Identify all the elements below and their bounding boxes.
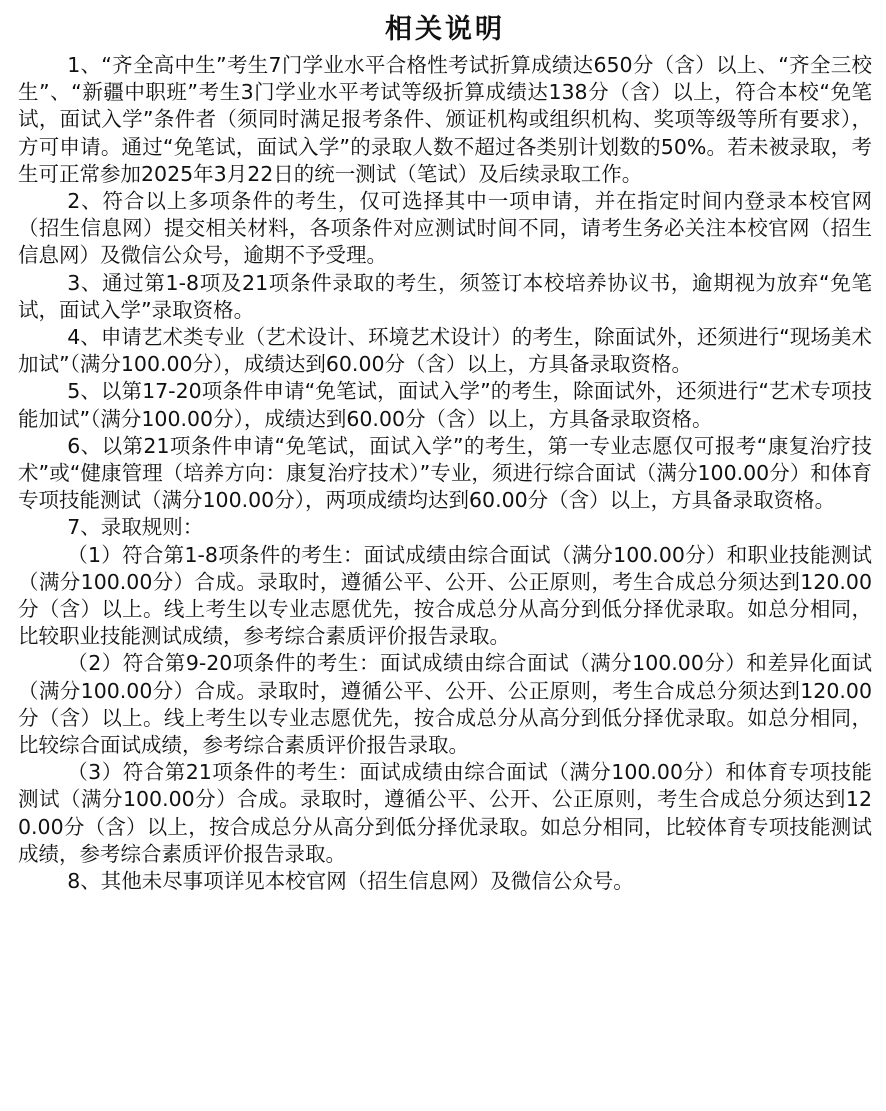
- paragraph-7-rule-1: （1）符合第1-8项条件的考生：面试成绩由综合面试（满分100.00分）和职业技能测试（满分100.00分）合成。录取时，遵循公平、公开、公正原则，考生合成总分须达到120.00分（含）以上。线上考生以专业志愿优先，按合成总分从高分到低分择优录取。如总分相同，比较职业技能测试成绩，参考综合素质评价报告录取。: [18, 542, 872, 649]
- document: [18, 8, 872, 895]
- document-title: 相关说明: [385, 14, 505, 45]
- paragraph-3: 3、通过第1-8项及21项条件录取的考生，须签订本校培养协议书，逾期视为放弃“免笔试，面试入学”录取资格。: [18, 270, 872, 322]
- paragraph-6: 6、以第21项条件申请“免笔试，面试入学”的考生，第一专业志愿仅可报考“康复治疗技术”或“健康管理（培养方向：康复治疗技术）”专业，须进行综合面试（满分100.00分）和体育专项技能测试（满分100.00分），两项成绩均达到60.00分（含）以上，方具备录取资格。: [18, 433, 872, 513]
- paragraph-2: 2、符合以上多项条件的考生，仅可选择其中一项申请，并在指定时间内登录本校官网（招生信息网）提交相关材料，各项条件对应测试时间不同，请考生务必关注本校官网（招生信息网）及微信公众号，逾期不予受理。: [18, 189, 872, 268]
- paragraph-1: 1、“齐全高中生”考生7门学业水平合格性考试折算成绩达650分（含）以上、“齐全三校生”、“新疆中职班”考生3门学业水平考试等级折算成绩达138分（含）以上，符合本校“免笔试，面试入学”条件者（须同时满足报考条件、颁证机构或组织机构、奖项等级等所有要求），方可申请。通过“免笔试，面试入学”的录取人数不超过各类别计划数的50%。若未被录取，考生可正常参加2025年3月22日的统一测试（笔试）及后续录取工作。: [18, 53, 872, 186]
- paragraph-7-heading: 7、录取规则：: [67, 515, 204, 540]
- paragraph-7-rule-3: （3）符合第21项条件的考生：面试成绩由综合面试（满分100.00分）和体育专项技能测试（满分100.00分）合成。录取时，遵循公平、公开、公正原则，考生合成总分须达到120.00分（含）以上，按合成总分从高分到低分择优录取。如总分相同，比较体育专项技能测试成绩，参考综合素质评价报告录取。: [18, 760, 872, 866]
- paragraph-4: 4、申请艺术类专业（艺术设计、环境艺术设计）的考生，除面试外，还须进行“现场美术加试”（满分100.00分），成绩达到60.00分（含）以上，方具备录取资格。: [18, 325, 872, 377]
- paragraph-7-rule-2: （2）符合第9-20项条件的考生：面试成绩由综合面试（满分100.00分）和差异化面试（满分100.00分）合成。录取时，遵循公平、公开、公正原则，考生合成总分须达到120.00分（含）以上。线上考生以专业志愿优先，按合成总分从高分到低分择优录取。如总分相同，比较综合面试成绩，参考综合素质评价报告录取。: [18, 651, 872, 758]
- paragraph-8: 8、其他未尽事项详见本校官网（招生信息网）及微信公众号。: [67, 869, 634, 894]
- paragraph-5: 5、以第17-20项条件申请“免笔试，面试入学”的考生，除面试外，还须进行“艺术专项技能加试”（满分100.00分），成绩达到60.00分（含）以上，方具备录取资格。: [18, 379, 872, 431]
